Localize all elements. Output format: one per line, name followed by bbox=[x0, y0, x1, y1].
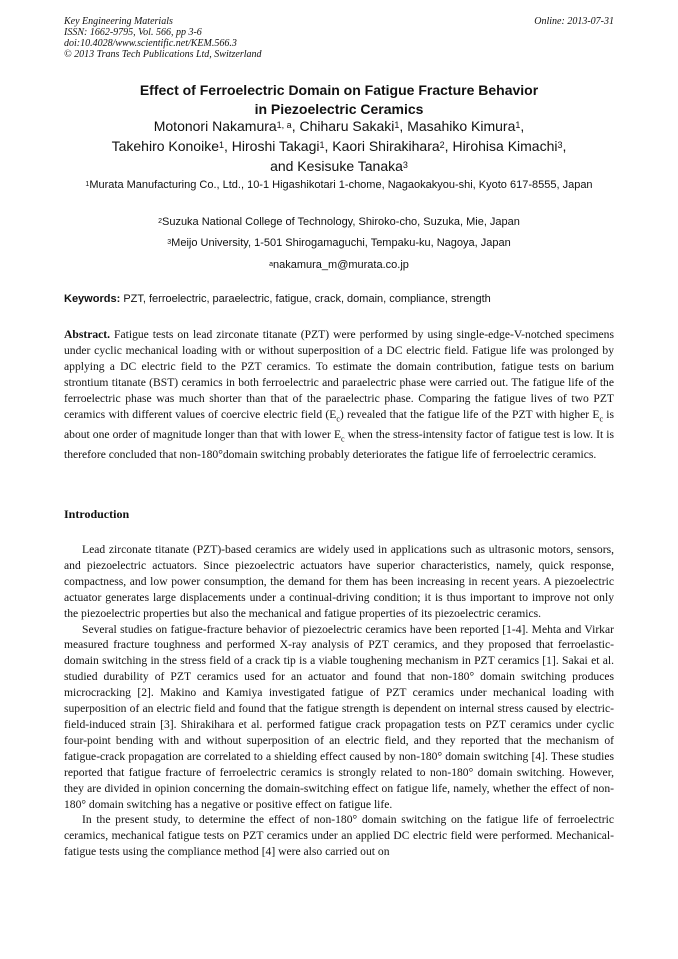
keywords-label: Keywords: bbox=[64, 293, 121, 305]
affiliation-1 bbox=[64, 178, 614, 193]
author-name: Masahiko Kimura bbox=[407, 118, 516, 134]
author-name: Motonori Nakamura bbox=[153, 118, 277, 134]
paragraph: Lead zirconate titanate (PZT)-based ceramics are widely used in applications such as ultrasonic motors, sensors, and piezoelectric actuators. Since piezoelectric actuators have superior characteristics, namely, quick response, compactness, and low power consumption, the demand for them has been increasing in recent years. A piezoelectric actuator generates large displacements under a continual-driving condition; it is thus important to improve not only the piezoelectric properties but also the mechanical and fatigue properties of its piezoelectric ceramics. bbox=[64, 543, 614, 620]
author-line-1: Motonori Nakamura$^{1, a}$, Chiharu Sakaki$^1$, Masahiko Kimura$^1$, bbox=[153, 118, 525, 134]
author-affil-mark: 1 bbox=[319, 140, 325, 150]
title-line-1: Effect of Ferroelectric Domain on Fatigue Fracture Behavior bbox=[139, 82, 539, 98]
author-name: Chiharu Sakaki bbox=[299, 118, 395, 134]
author-affil-mark: 1 bbox=[394, 120, 400, 130]
author-affil-mark: 3 bbox=[557, 140, 563, 150]
paper-title bbox=[64, 81, 614, 119]
author-name: Kaori Shirakihara bbox=[332, 138, 440, 154]
paragraph: Several studies on fatigue-fracture behavior of piezoelectric ceramics have been reported [1-4]. Mehta and Virkar measured fracture toughness and performed X-ray analysis of PZT ceramics, and they proposed that ferroelastic-domain switching in the stress field of a crack tip is a viable toughening mechanism in PZT ceramics [1]. Sakai et al. studied durability of PZT ceramics used for an actuator and found that non-180° domain switching produces microcracking [2]. Makino and Kamiya investigated fatigue of PZT ceramics under mechanical loading with superposition of an electric field and found that the fatigue strength is dependent on internal stress caused by electric-field-induced strain [3]. Shirakihara et al. performed fatigue crack propagation tests on PZT ceramics under cyclic four-point bending with and without superposition of an electric field, and they reported that the mechanism of fatigue-crack propagation are correlated to a shielding effect caused by non-180° domain switching [4]. These studies reported that fatigue fracture of ferroelectric ceramics is strongly related to non-180° domain switching. However, they are divided in opinion concerning the domain-switching effect on fatigue life, namely, whether the effect of non-180° domain switching has a negative or positive effect on fatigue life. bbox=[64, 622, 614, 811]
author-email bbox=[64, 258, 614, 273]
author-affil-mark: 2 bbox=[439, 140, 445, 150]
abstract-text: ) revealed that the fatigue life of the PZT with higher E bbox=[339, 407, 600, 421]
abstract-label: Abstract. bbox=[64, 328, 111, 341]
abstract-text: is about one order of magnitude longer than that with lower E bbox=[64, 407, 614, 441]
subscript: c bbox=[336, 413, 340, 423]
affil-text: Murata Manufacturing Co., Ltd., 10-1 Higashikotari 1-chome, Nagaokakyou-shi, Kyoto 617-8555, Japan bbox=[89, 179, 593, 191]
email-address: nakamura_m@murata.co.jp bbox=[273, 259, 409, 271]
introduction-body bbox=[64, 542, 614, 860]
author-name: Takehiro Konoike bbox=[111, 138, 219, 154]
affil-mark: 1 bbox=[85, 181, 90, 188]
author-line-3 bbox=[64, 156, 614, 176]
author-affil-mark: 1 bbox=[515, 120, 521, 130]
online-date: Online: 2013-07-31 bbox=[534, 16, 614, 27]
keywords bbox=[64, 292, 614, 307]
email-mark: a bbox=[269, 261, 273, 268]
affil-mark: 2 bbox=[158, 218, 162, 225]
abstract bbox=[64, 327, 614, 463]
journal-name: Key Engineering Materials bbox=[64, 16, 173, 27]
abstract-text: when the stress-intensity factor of fatigue test is low. It is therefore concluded that non-180°domain switching probably deteriorates the fatigue life of ferroelectric ceramics. bbox=[64, 427, 614, 461]
affiliation-2 bbox=[64, 215, 614, 230]
author-list bbox=[64, 116, 614, 176]
affiliation-3 bbox=[64, 236, 614, 251]
journal-copyright: © 2013 Trans Tech Publications Ltd, Switzerland bbox=[64, 49, 262, 60]
author-line-2: Takehiro Konoike$^1$, Hiroshi Takagi$^1$, Kaori Shirakihara$^2$, Hirohisa Kimachi$^3$, bbox=[111, 138, 567, 154]
abstract-text: Fatigue tests on lead zirconate titanate (PZT) were performed by using single-edge-V-notched specimens under cyclic mechanical loading with or without superposition of a DC electric field. Fatigue life was prolonged by applying a DC electric field to the PZT ceramics. To estimate the domain contribution, fatigue tests on barium strontium titanate (BST) ceramics in both ferroelectric and paraelectric phase were carried out. The fatigue life of the ferroelectric phase was much shorter than that of the paraelectric phase. Comparing the fatigue lives of two PZT ceramics with different values of coercive electric field (E bbox=[64, 328, 614, 421]
journal-doi: doi:10.4028/www.scientific.net/KEM.566.3 bbox=[64, 38, 237, 49]
author-affil-mark: 1 bbox=[219, 140, 225, 150]
affil-text: Meijo University, 1-501 Shirogamaguchi, Tempaku-ku, Nagoya, Japan bbox=[171, 237, 511, 249]
journal-issn: ISSN: 1662-9795, Vol. 566, pp 3-6 bbox=[64, 27, 202, 38]
author-affil-mark: 3 bbox=[402, 160, 408, 170]
author-affil-mark: 1, a bbox=[276, 120, 292, 130]
journal-header bbox=[64, 16, 262, 60]
affil-text: Suzuka National College of Technology, Shiroko-cho, Suzuka, Mie, Japan bbox=[161, 216, 520, 228]
author-name: Hiroshi Takagi bbox=[231, 138, 320, 154]
subscript: c bbox=[341, 434, 345, 444]
section-heading-introduction: Introduction bbox=[64, 507, 130, 521]
title-line-2: in Piezoelectric Ceramics bbox=[254, 101, 424, 117]
keywords-text: PZT, ferroelectric, paraelectric, fatigue, crack, domain, compliance, strength bbox=[123, 293, 491, 305]
subscript: c bbox=[599, 413, 604, 423]
paragraph: In the present study, to determine the effect of non-180° domain switching on the fatigue life of ferroelectric ceramics, mechanical fatigue tests on PZT ceramics under an applied DC electric field were performed. Mechanical-fatigue tests using the compliance method [4] were also carried out on bbox=[64, 813, 614, 859]
author-name: Hirohisa Kimachi bbox=[452, 138, 558, 154]
author-name: and Kesisuke Tanaka bbox=[270, 158, 403, 174]
affil-mark: 3 bbox=[167, 239, 172, 246]
